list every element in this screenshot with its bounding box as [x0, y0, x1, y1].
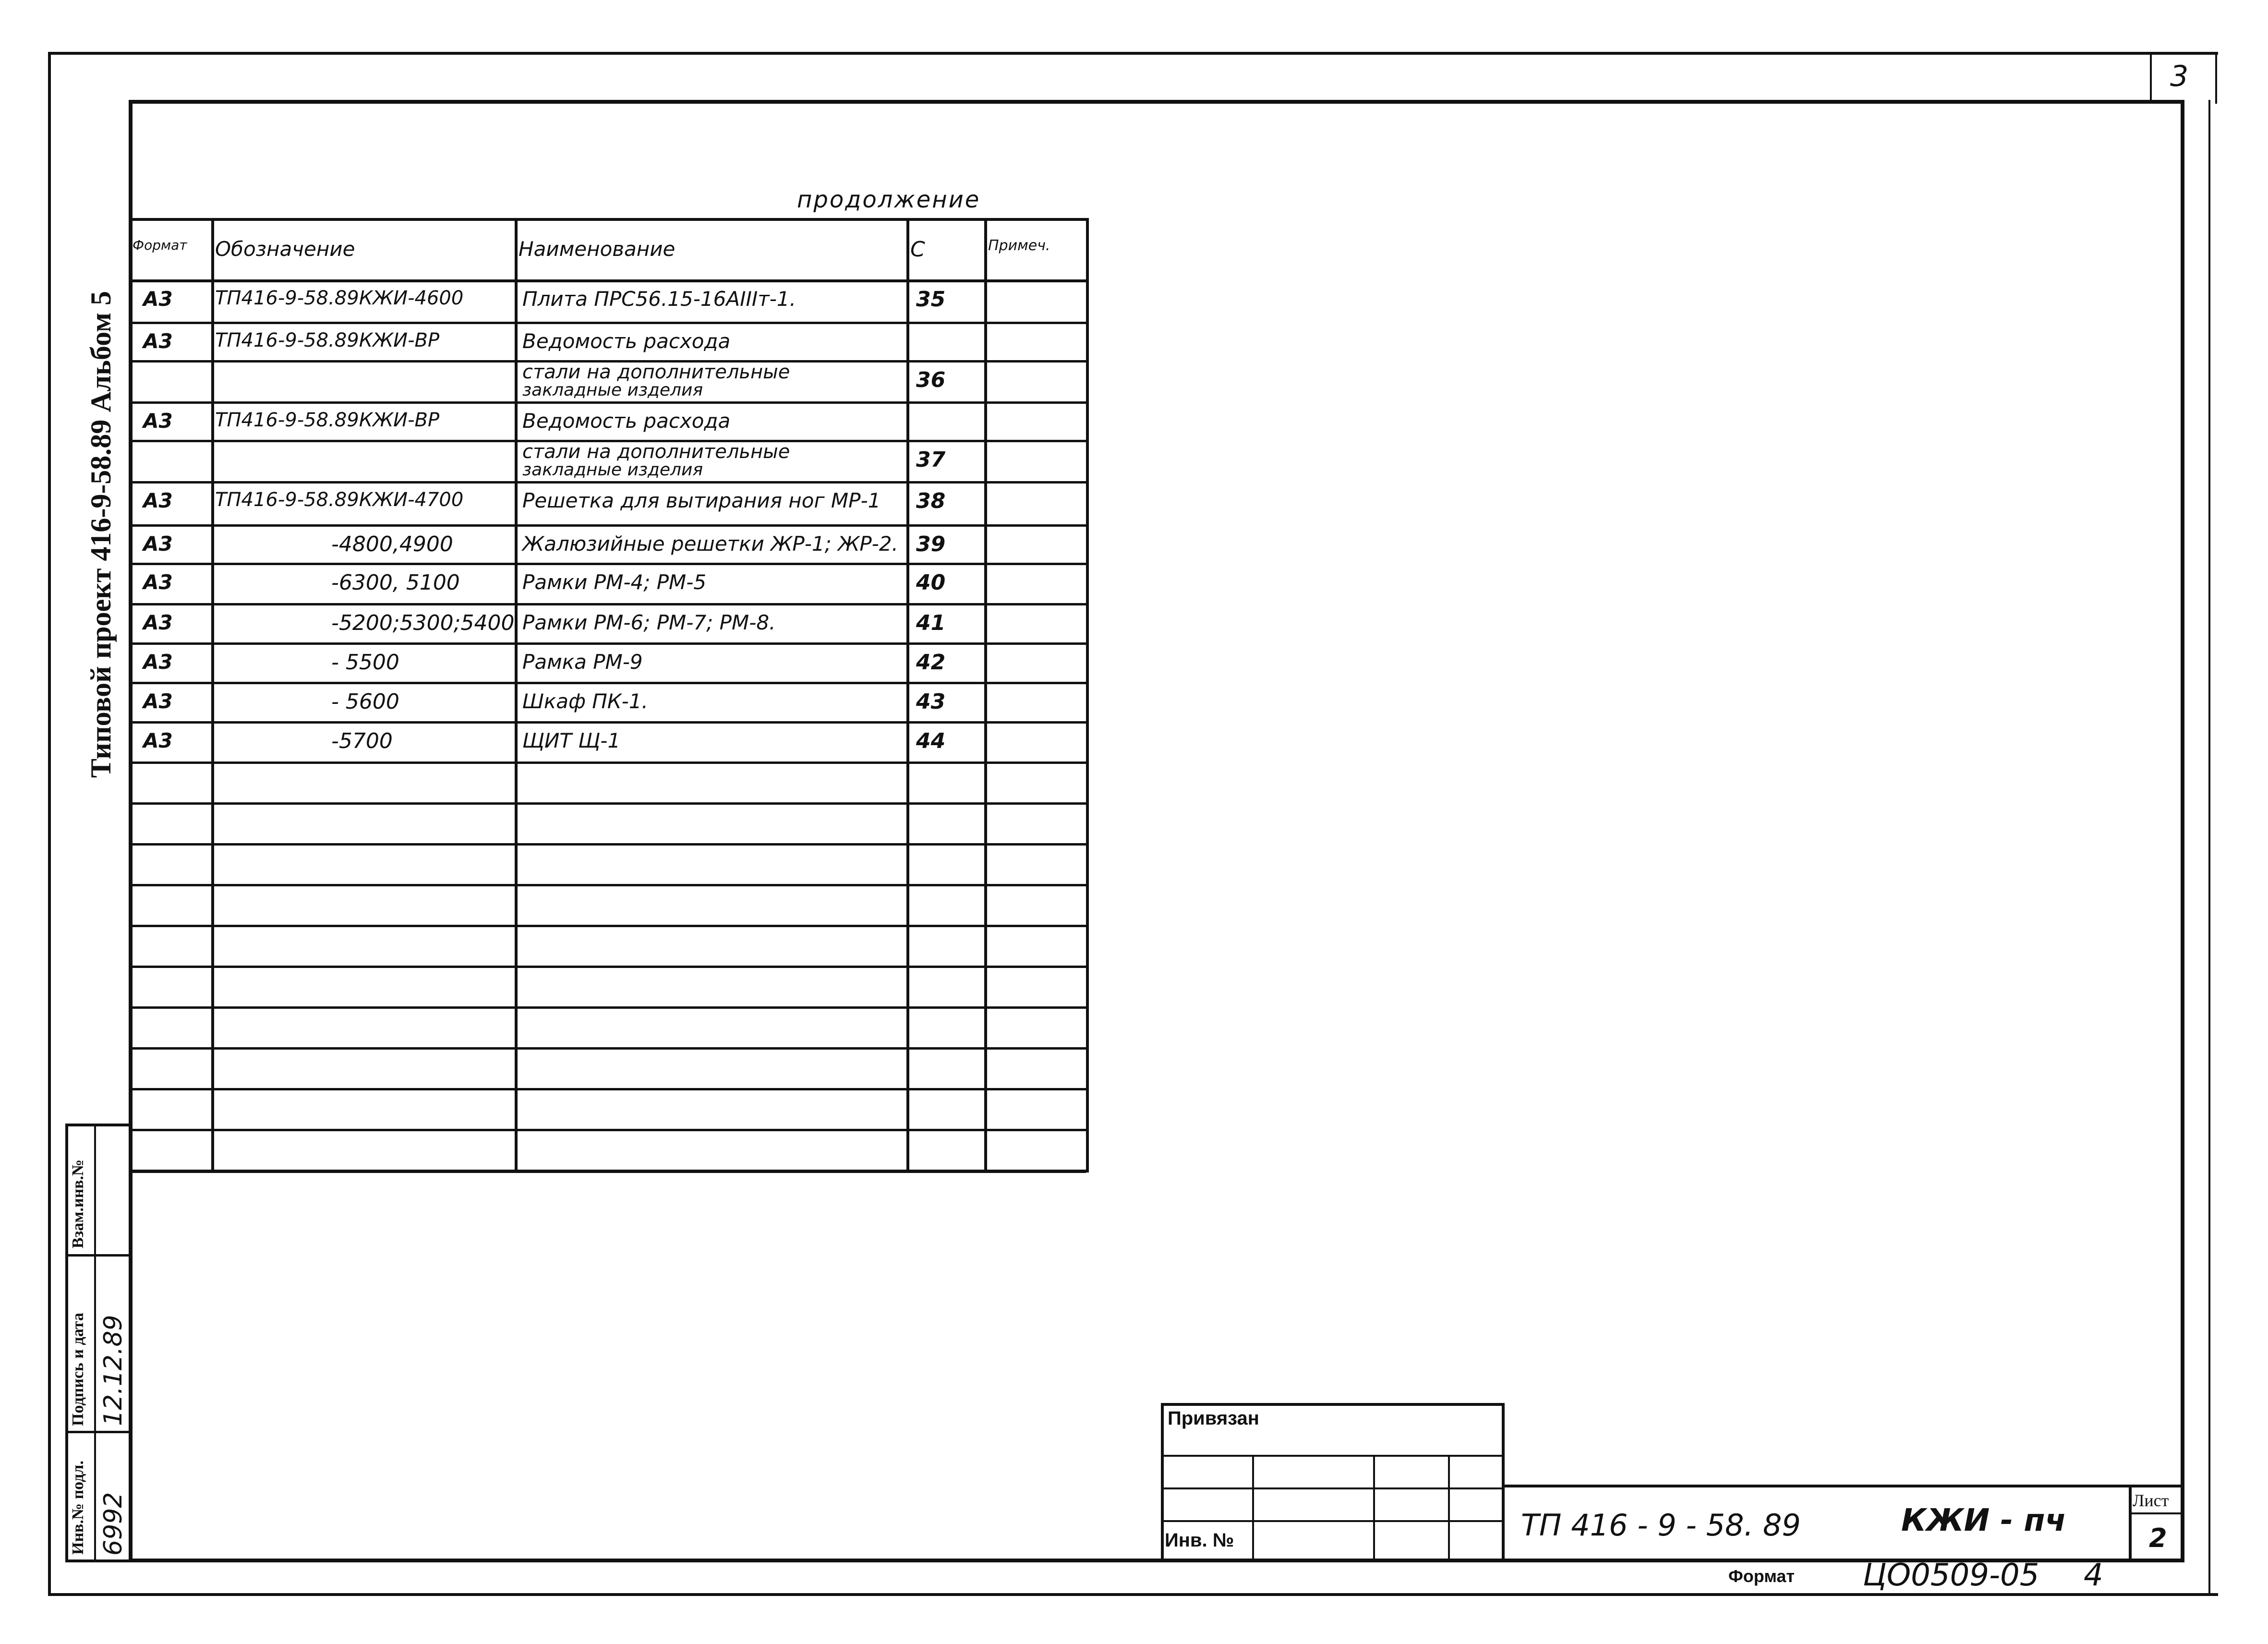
table-empty-row-line: [129, 966, 1086, 968]
row-page: 44: [916, 729, 946, 753]
row-format: А3: [143, 689, 173, 713]
table-column-line: [984, 218, 987, 1173]
table-empty-row-line: [129, 843, 1086, 846]
table-empty-row-line: [129, 1047, 1086, 1050]
title-block-sheet-sep: [2129, 1512, 2184, 1514]
header-page: С: [910, 237, 925, 262]
row-page: 37: [916, 447, 946, 472]
signature-date-value: 12.12.89: [99, 1315, 128, 1426]
archive-number: ЦО0509-05: [1863, 1558, 2039, 1593]
header-name: Наименование: [519, 237, 676, 261]
row-page: 35: [916, 287, 946, 312]
stamp-left-top: [65, 1124, 132, 1126]
outer-frame-bottom: [48, 1593, 2218, 1596]
title-block-top: [1505, 1485, 2184, 1487]
binding-v1: [1252, 1455, 1254, 1562]
row-page: 39: [916, 532, 946, 556]
row-name: Жалюзийные решетки ЖР-1; ЖР-2.: [522, 532, 898, 556]
table-row-line: [129, 524, 1086, 527]
inner-frame-right: [2181, 100, 2184, 1562]
outer-frame-top: [48, 52, 2218, 55]
row-format: А3: [143, 287, 173, 311]
table-top-border: [129, 218, 1086, 221]
stamp-left-divider: [94, 1124, 96, 1562]
row-name: Рамка РМ-9: [522, 650, 643, 674]
binding-right: [1502, 1403, 1505, 1562]
binding-h2: [1161, 1487, 1505, 1489]
stamp-left-sep1: [65, 1431, 132, 1433]
row-page: 42: [916, 650, 946, 675]
table-row-line: [129, 682, 1086, 684]
row-format: А3: [143, 611, 173, 634]
table-column-line: [515, 218, 518, 1173]
row-name-cont: закладные изделия: [522, 460, 703, 480]
binding-v2: [1373, 1455, 1375, 1562]
row-name: Плита ПРС56.15-16АIIIт-1.: [522, 287, 796, 311]
binding-h3: [1161, 1520, 1505, 1522]
table-empty-row-line: [129, 802, 1086, 805]
row-format: А3: [143, 729, 173, 752]
header-format: Формат: [133, 237, 187, 253]
stamp-left-left: [65, 1124, 68, 1562]
row-format: А3: [143, 329, 173, 353]
binding-top: [1161, 1403, 1505, 1406]
row-name: Шкаф ПК-1.: [522, 689, 648, 713]
header-note: Примеч.: [988, 237, 1050, 254]
project-code: ТП 416 - 9 - 58. 89: [1521, 1508, 1801, 1543]
sheet-value: 2: [2149, 1523, 2167, 1553]
row-name: ЩИТ Щ-1: [522, 729, 621, 752]
inv-orig-label: Инв.№ подл.: [69, 1461, 87, 1555]
table-header-bottom: [129, 279, 1086, 282]
table-row-line: [129, 481, 1086, 484]
outer-frame-left: [48, 52, 51, 1596]
binding-left: [1161, 1403, 1164, 1562]
stamp-left-bottom: [65, 1559, 132, 1562]
row-designation: ТП416-9-58.89КЖИ-4700: [215, 489, 464, 511]
corner-box-left: [2150, 52, 2152, 104]
table-row-line: [129, 401, 1086, 404]
binding-inv-label: Инв. №: [1165, 1530, 1234, 1551]
table-empty-row-line: [129, 1129, 1086, 1131]
stamp-left-right-border: [129, 1124, 132, 1562]
row-format: А3: [143, 489, 173, 512]
format-value: 4: [2084, 1558, 2103, 1593]
row-designation: -5200;5300;5400: [331, 611, 515, 635]
table-row-line: [129, 603, 1086, 605]
row-designation: ТП416-9-58.89КЖИ-4600: [215, 287, 464, 309]
row-name: Ведомость расхода: [522, 409, 731, 433]
row-designation: -5700: [331, 729, 393, 753]
corner-box-right: [2215, 52, 2217, 104]
table-empty-row-line: [129, 884, 1086, 886]
row-format: А3: [143, 570, 173, 594]
row-name: Решетка для вытирания ног МР-1: [522, 489, 881, 512]
table-column-line: [906, 218, 909, 1173]
row-designation: - 5600: [331, 689, 399, 714]
table-row-line: [129, 721, 1086, 724]
row-page: 38: [916, 489, 946, 513]
doc-mark: КЖИ - пч: [1901, 1503, 2066, 1538]
title-block-sheet-divider: [2129, 1485, 2132, 1562]
row-name: Рамки РМ-4; РМ-5: [522, 570, 707, 594]
side-title: Типовой проект 416-9-58.89 Альбом 5: [85, 291, 117, 778]
row-designation: - 5500: [331, 650, 399, 675]
table-row-line: [129, 563, 1086, 565]
table-column-line: [1086, 218, 1089, 1173]
row-name: Ведомость расхода: [522, 329, 731, 353]
outer-frame-right: [2208, 100, 2210, 1596]
row-format: А3: [143, 409, 173, 433]
row-page: 36: [916, 368, 946, 392]
row-format: А3: [143, 532, 173, 556]
row-designation: -6300, 5100: [331, 570, 460, 595]
binding-h1: [1161, 1455, 1505, 1457]
binding-title: Привязан: [1168, 1408, 1259, 1429]
table-row-line: [129, 322, 1086, 324]
row-format: А3: [143, 650, 173, 674]
stamp-left-sep2: [65, 1254, 132, 1257]
format-label: Формат: [1728, 1566, 1795, 1586]
row-designation: ТП416-9-58.89КЖИ-ВР: [215, 329, 440, 351]
table-column-line: [211, 218, 214, 1173]
continuation-label: продолжение: [797, 186, 981, 213]
row-designation: -4800,4900: [331, 532, 453, 556]
row-name: Рамки РМ-6; РМ-7; РМ-8.: [522, 611, 776, 634]
row-page: 40: [916, 570, 946, 595]
row-page: 43: [916, 689, 946, 714]
header-designation: Обозначение: [215, 237, 355, 261]
row-name-cont: закладные изделия: [522, 380, 703, 400]
binding-v3: [1448, 1455, 1450, 1562]
table-bottom-border: [129, 1170, 1086, 1173]
inv-orig-value: 6992: [99, 1492, 128, 1556]
row-name: стали на дополнительные: [522, 361, 790, 383]
inner-frame-top: [129, 100, 2184, 104]
signature-date-label: Подпись и дата: [69, 1313, 87, 1426]
table-empty-row-line: [129, 1006, 1086, 1009]
replaced-inv-label: Взам.инв.№: [69, 1159, 87, 1248]
table-row-line: [129, 762, 1086, 764]
row-name: стали на дополнительные: [522, 441, 790, 463]
table-empty-row-line: [129, 1088, 1086, 1090]
sheet-corner-number: 3: [2170, 60, 2189, 93]
row-page: 41: [916, 611, 946, 635]
table-empty-row-line: [129, 925, 1086, 927]
table-row-line: [129, 642, 1086, 645]
row-designation: ТП416-9-58.89КЖИ-ВР: [215, 409, 440, 431]
sheet-label: Лист: [2133, 1491, 2169, 1510]
